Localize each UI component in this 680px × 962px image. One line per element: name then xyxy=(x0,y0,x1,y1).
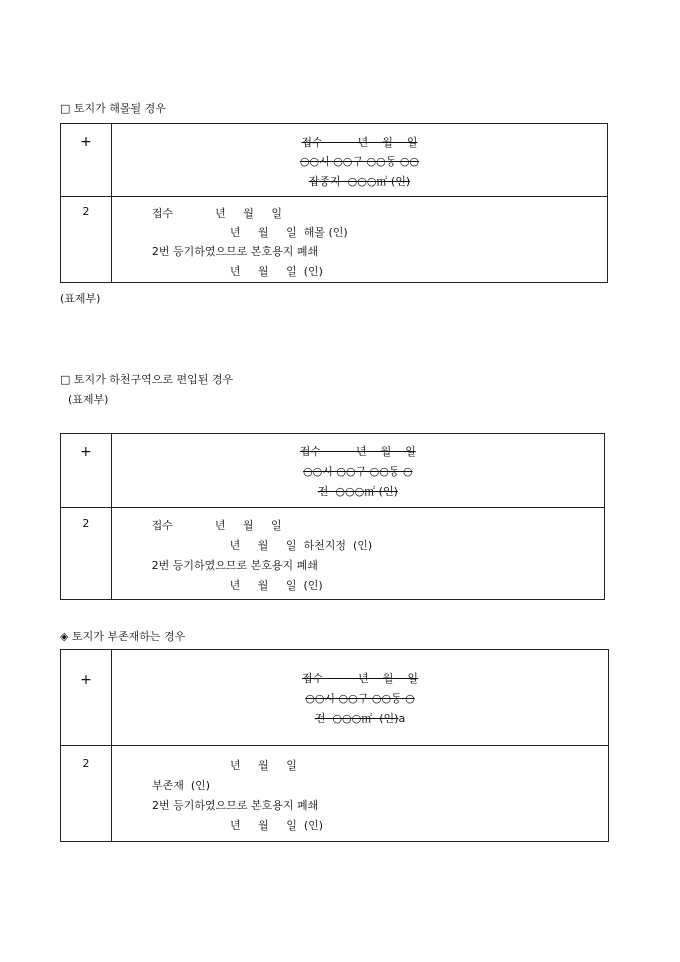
section-1-footnote: (표제부) xyxy=(60,292,101,305)
table-row-current xyxy=(61,508,605,600)
cross-mark: + xyxy=(80,134,92,150)
entry-line: 부존재 (인) xyxy=(152,779,211,792)
table-row-current xyxy=(61,746,609,842)
register-table-1 xyxy=(60,123,608,283)
struck-line: ○○시 ○○구 ○○동 ○ xyxy=(305,692,415,705)
entry-line: 년 월 일 해몰 (인) xyxy=(229,226,348,239)
entry-number: 2 xyxy=(82,757,90,770)
number-cell xyxy=(61,197,112,283)
struck-line-with-suffix: 전 ○○○㎡ (인)a xyxy=(314,712,406,725)
cross-mark: + xyxy=(79,444,92,460)
content-cell xyxy=(111,508,604,600)
previous-number-cell xyxy=(61,434,112,508)
entry-line: 2번 등기하였으므로 본호용지 폐쇄 xyxy=(152,799,319,812)
struck-line: 접수 년 월 일 xyxy=(301,136,418,149)
entry-number: 2 xyxy=(82,517,90,530)
section-2-subheading: (표제부) xyxy=(68,393,109,406)
previous-content-cell xyxy=(111,124,607,197)
entry-line: 년 월 일 하천지정 (인) xyxy=(229,539,373,552)
struck-line: ○○시 ○○구 ○○동 ○ xyxy=(303,465,413,478)
entry-line: 2번 등기하였으므로 본호용지 폐쇄 xyxy=(151,245,319,258)
previous-content-cell xyxy=(111,434,604,508)
section-1-heading: □ 토지가 해몰될 경우 xyxy=(60,102,166,115)
entry-line: 접수 년 월 일 xyxy=(151,519,282,532)
struck-line: 잡종지 ○○○㎡ (인) xyxy=(308,175,411,188)
struck-line: 접수 년 월 일 xyxy=(301,672,419,685)
struck-suffix: a xyxy=(398,712,406,725)
content-cell xyxy=(111,197,607,283)
struck-line: 전 ○○○㎡ (인) xyxy=(317,485,398,498)
content-cell xyxy=(112,746,609,842)
section-2-heading: □ 토지가 하천구역으로 편입된 경우 xyxy=(60,373,234,386)
entry-line: 2번 등기하였으므로 본호용지 폐쇄 xyxy=(151,559,318,572)
previous-content-cell xyxy=(112,650,609,746)
number-cell xyxy=(61,746,112,842)
table-row-previous xyxy=(61,650,609,746)
table-row-previous xyxy=(61,124,608,197)
previous-number-cell xyxy=(61,124,112,197)
cross-mark: + xyxy=(80,672,92,688)
register-table-2 xyxy=(60,433,605,600)
struck-line: 접수 년 월 일 xyxy=(299,445,416,458)
struck-line: ○○시 ○○구 ○○동 ○○ xyxy=(299,155,420,168)
entry-number: 2 xyxy=(82,205,90,218)
previous-number-cell xyxy=(61,650,112,746)
section-3-heading: ◈ 토지가 부존재하는 경우 xyxy=(60,630,186,643)
number-cell xyxy=(61,508,112,600)
register-table-3 xyxy=(60,649,609,842)
entry-line: 년 월 일 (인) xyxy=(229,579,323,592)
entry-line: 년 월 일 xyxy=(230,759,297,772)
table-row-previous xyxy=(61,434,605,508)
entry-line: 년 월 일 (인) xyxy=(230,819,324,832)
entry-line: 년 월 일 (인) xyxy=(229,265,323,278)
table-row-current xyxy=(61,197,608,283)
entry-line: 접수 년 월 일 xyxy=(151,207,282,220)
